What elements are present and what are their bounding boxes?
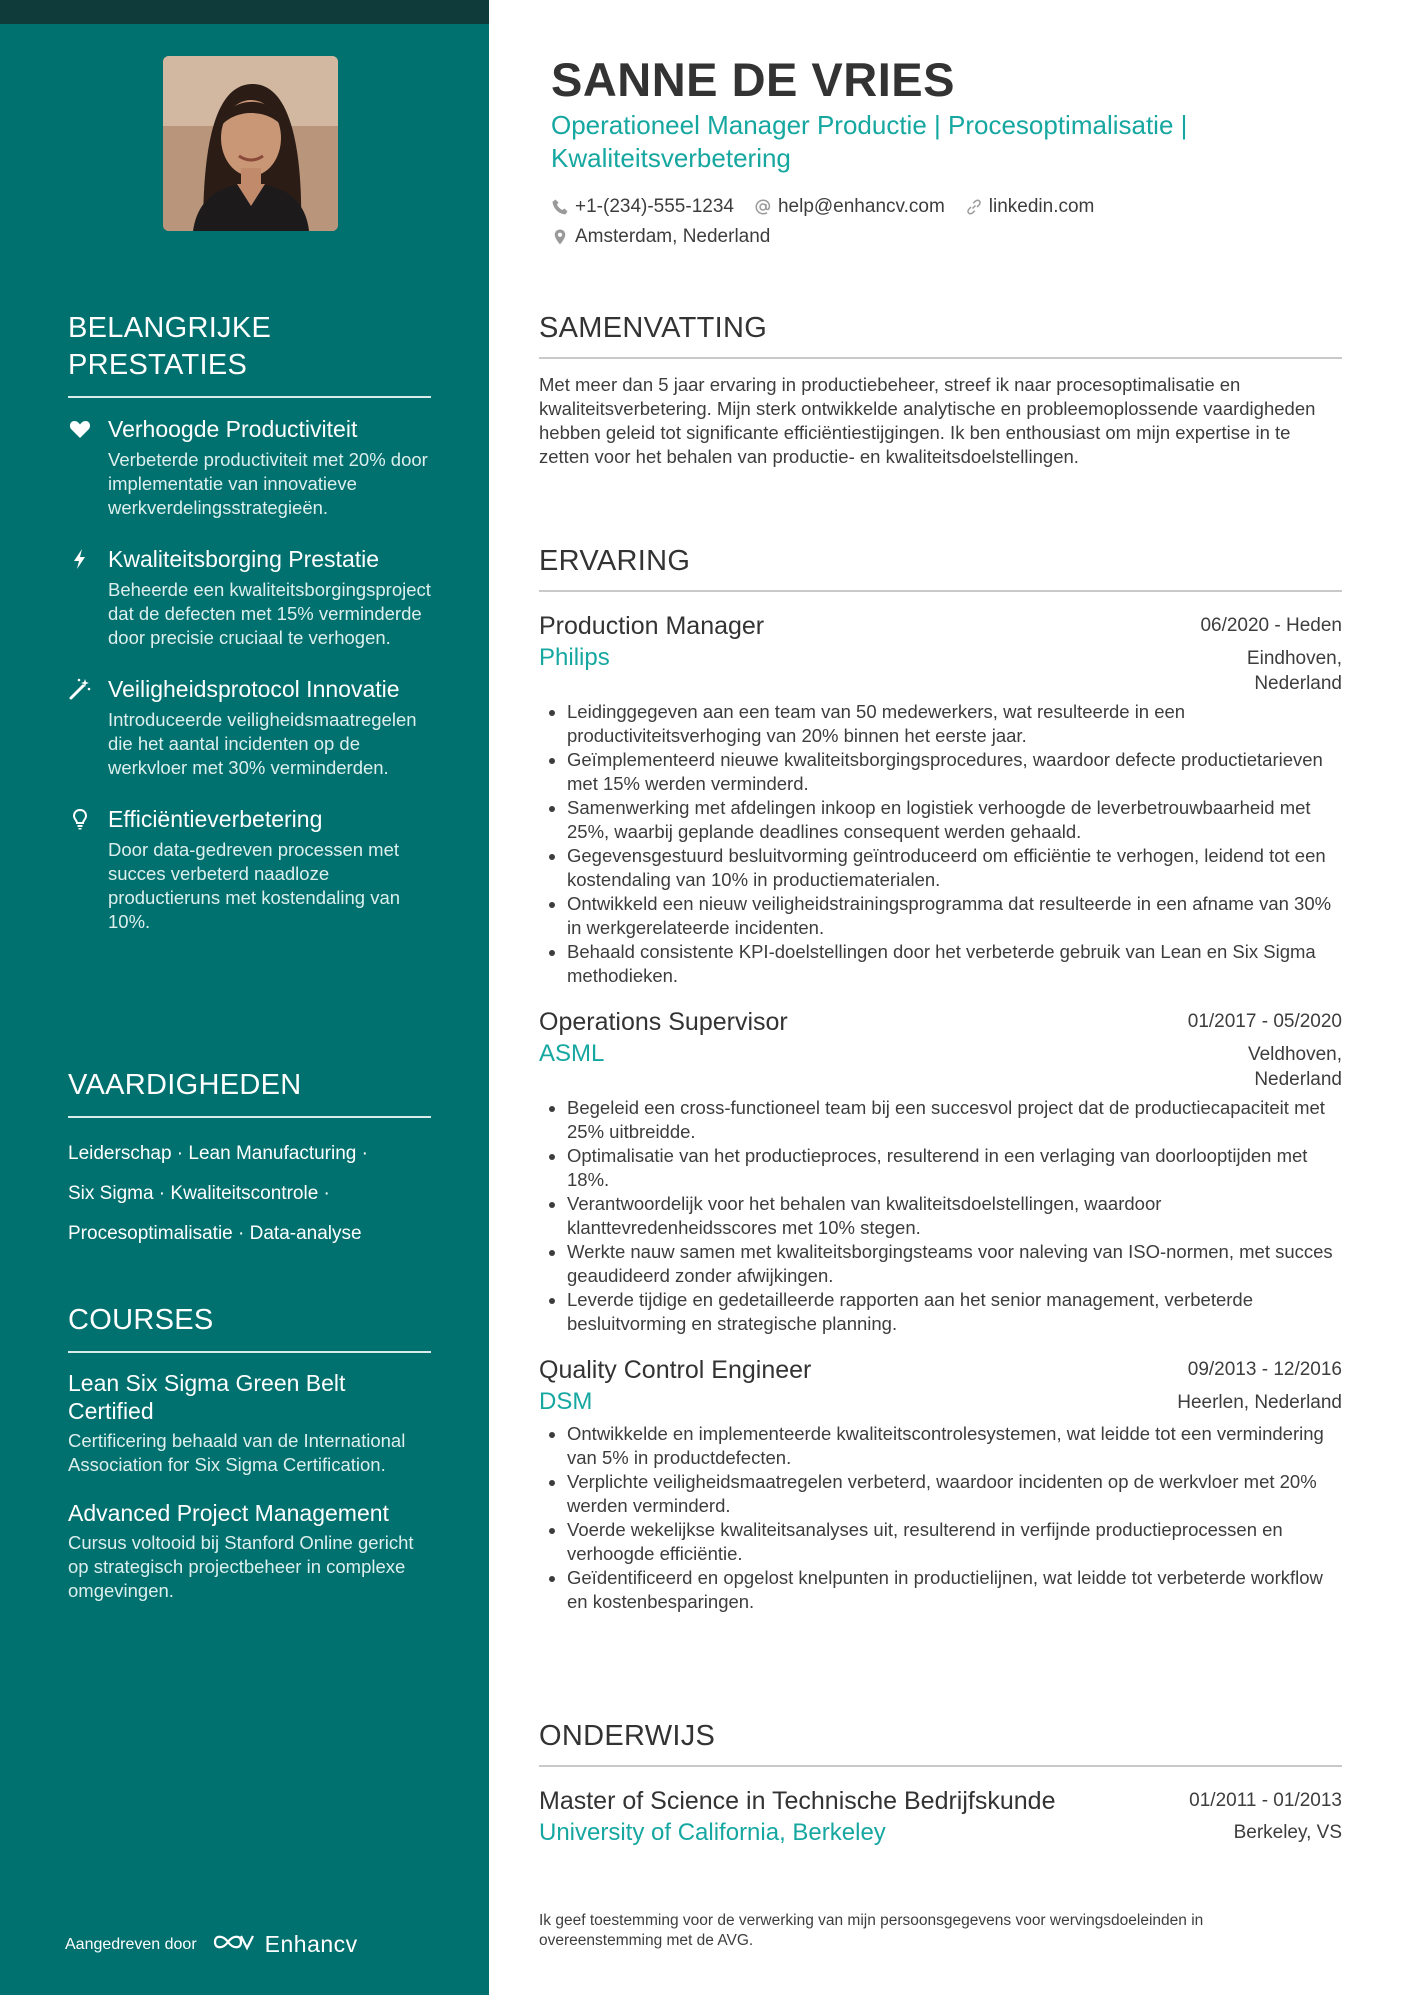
achievement-title: Kwaliteitsborging Prestatie [108, 546, 380, 572]
summary-heading: SAMENVATTING [539, 312, 1342, 359]
enhancv-logo-icon [211, 1930, 257, 1959]
skills-line: Leiderschap · Lean Manufacturing · [68, 1143, 368, 1164]
course-item [68, 1499, 431, 1603]
achievements-section [68, 310, 431, 958]
achievement-description: Door data-gedreven processen met succes verbeterd naadloze productieruns met kostendaling van 10%. [108, 839, 401, 932]
achievement-description: Verbeterde productiviteit met 20% door implementatie van innovatieve werkverdelingsstrategieën. [108, 449, 428, 518]
list-item: • Werkte nauw samen met kwaliteitsborgingsteams voor naleving van ISO-normen, met succes geaudideerd zonder afwijkingen. [567, 1240, 1342, 1288]
phone-number: +1-(234)-555-1234 [575, 196, 734, 217]
course-description: Certificering behaald van de International Association for Six Sigma Certification. [68, 1430, 406, 1475]
email-contact[interactable] [754, 196, 945, 218]
list-item: • Gegevensgestuurd besluitvorming geïntroduceerd om efficiëntie te verhogen, leidend tot een kostendaling van 10% in productiematerialen. [567, 844, 1342, 892]
course-item [68, 1369, 431, 1477]
job-title: Operations Supervisor [539, 1008, 788, 1036]
job-date: 01/2017 - 05/2020 [1187, 1011, 1342, 1032]
achievement-item [68, 414, 431, 520]
sidebar [0, 0, 489, 1995]
list-item: • Leverde tijdige en gedetailleerde rapporten aan het senior management, verbeterde besluitvorming en strategische planning. [567, 1288, 1342, 1336]
achievement-title: Efficiëntieverbetering [108, 806, 323, 832]
location-pin-icon [551, 228, 569, 246]
list-item: • Geïdentificeerd en opgelost knelpunten in productielijnen, wat leidde tot verbeterde workflow en kostenbesparingen. [567, 1566, 1342, 1614]
education-section [539, 1720, 1342, 1849]
lightning-icon [68, 547, 92, 571]
list-item: • Behaald consistente KPI-doelstellingen door het verbeterde gebruik van Lean en Six Sigma methodieken. [567, 940, 1342, 988]
list-item: • Verantwoordelijk voor het behalen van kwaliteitsdoelstellingen, waardoor klanttevredenheidsscores met 10% stegen. [567, 1192, 1342, 1240]
sidebar-top-bar [0, 0, 489, 24]
summary-section [539, 312, 1342, 469]
list-item: • Ontwikkelde en implementeerde kwaliteitscontrolesystemen, wat leidde tot een vermindering van 5% in productdefecten. [567, 1422, 1342, 1470]
degree-title: Master of Science in Technische Bedrijfskunde [539, 1787, 1056, 1815]
education-date: 01/2011 - 01/2013 [1189, 1790, 1342, 1811]
skills-section [68, 1067, 431, 1254]
at-sign-icon [754, 198, 772, 216]
skills-line: Procesoptimalisatie · Data-analyse [68, 1223, 362, 1244]
powered-by [65, 1930, 358, 1959]
achievement-item [68, 544, 431, 650]
list-item: • Voerde wekelijkse kwaliteitsanalyses uit, resulterend in verfijnde productieprocessen en verhoogde efficiëntie. [567, 1518, 1342, 1566]
job-date: 09/2013 - 12/2016 [1187, 1359, 1342, 1380]
achievement-title: Verhoogde Productiviteit [108, 416, 358, 442]
achievement-item [68, 674, 431, 780]
list-item: • Samenwerking met afdelingen inkoop en logistiek verhoogde de leverbetrouwbaarheid met 25%, waarbij geplande deadlines consequent werden gehaald. [567, 796, 1342, 844]
job-company: Philips [539, 644, 610, 671]
gdpr-consent: Ik geef toestemming voor de verwerking van mijn persoonsgegevens voor wervingsdoeleinden in overeenstemming met de AVG. [539, 1912, 1204, 1949]
job-bullets [539, 1096, 1342, 1336]
list-item: • Ontwikkeld een nieuw veiligheidstrainingsprogramma dat resulteerde in een afname van 30% in werkgerelateerde incidenten. [567, 892, 1342, 940]
link-icon [965, 198, 983, 216]
skills-line: Six Sigma · Kwaliteitscontrole · [68, 1183, 330, 1204]
achievement-description: Beheerde een kwaliteitsborgingsproject dat de defecten met 15% verminderde door precisie cruciaal te verhogen. [108, 579, 431, 648]
job-bullets [539, 1422, 1342, 1614]
email-address[interactable]: help@enhancv.com [777, 196, 945, 217]
job-company: ASML [539, 1040, 605, 1067]
summary-text: Met meer dan 5 jaar ervaring in productiebeheer, streef ik naar procesoptimalisatie en kwaliteitsverbetering. Mijn sterk ontwikkelde analytische en probleemoplossende vaardigheden hebben geleid tot significante efficiëntiestijgingen. Ik ben enthousiast om mijn expertise in te zetten voor het behalen van productie- en kwaliteitsdoelstellingen. [539, 374, 1316, 467]
lightbulb-icon [68, 807, 92, 831]
course-description: Cursus voltooid bij Stanford Online gericht op strategisch projectbeheer in complexe omgevingen. [68, 1532, 414, 1601]
achievement-item [68, 804, 431, 934]
job-title: Quality Control Engineer [539, 1356, 812, 1384]
magic-wand-icon [68, 677, 92, 701]
phone-contact [551, 196, 734, 218]
job-location: Veldhoven, Nederland [1247, 1044, 1342, 1090]
linkedin-contact[interactable] [965, 196, 1095, 218]
job-title: Production Manager [539, 612, 765, 640]
job-location: Eindhoven, Nederland [1246, 648, 1342, 694]
job-bullets [539, 700, 1342, 988]
list-item: • Optimalisatie van het productieproces, resulterend in een verlaging van doorlooptijden met 18%. [567, 1144, 1342, 1192]
list-item: • Begeleid een cross-functioneel team bij een succesvol project dat de productiecapaciteit met 25% uitbreidde. [567, 1096, 1342, 1144]
course-title: Advanced Project Management [68, 1500, 389, 1526]
courses-heading: COURSES [68, 1302, 431, 1353]
list-item: • Leidinggegeven aan een team van 50 medewerkers, wat resulteerde in een productiviteitsverhoging van 20% binnen het eerste jaar. [567, 700, 1342, 748]
heart-icon [68, 417, 92, 441]
candidate-name: SANNE DE VRIES [551, 53, 955, 106]
experience-section [539, 545, 1342, 1614]
job-entry [539, 1354, 1342, 1614]
list-item: • Geïmplementeerd nieuwe kwaliteitsborgingsprocedures, waardoor defecte productietarieven met 15% werden verminderd. [567, 748, 1342, 796]
job-entry [539, 1006, 1342, 1336]
achievement-description: Introduceerde veiligheidsmaatregelen die het aantal incidenten op de werkvloer met 30% verminderden. [108, 709, 417, 778]
phone-icon [551, 198, 569, 216]
job-company: DSM [539, 1388, 593, 1415]
education-heading: ONDERWIJS [539, 1720, 1342, 1767]
education-entry [539, 1785, 1342, 1849]
location-text: Amsterdam, Nederland [575, 226, 771, 247]
achievement-title: Veiligheidsprotocol Innovatie [108, 676, 400, 702]
brand-name: Enhancv [264, 1931, 358, 1957]
powered-by-label: Aangedreven door [65, 1935, 197, 1953]
experience-heading: ERVARING [539, 545, 1342, 592]
school-name: University of California, Berkeley [539, 1819, 886, 1846]
list-item: • Verplichte veiligheidsmaatregelen verbeterd, waardoor incidenten op de werkvloer met 20% werden verminderd. [567, 1470, 1342, 1518]
skills-heading: VAARDIGHEDEN [68, 1067, 431, 1118]
courses-section [68, 1302, 431, 1625]
candidate-headline: Operationeel Manager Productie | Procesoptimalisatie | Kwaliteitsverbetering [551, 110, 1188, 173]
contact-info [551, 192, 1114, 252]
skills-list [68, 1134, 431, 1254]
linkedin-url[interactable]: linkedin.com [988, 196, 1095, 217]
education-location: Berkeley, VS [1233, 1822, 1342, 1843]
achievements-heading: BELANGRIJKE PRESTATIES [68, 310, 431, 398]
job-entry [539, 610, 1342, 988]
job-location: Heerlen, Nederland [1177, 1392, 1342, 1413]
location-contact [551, 226, 770, 248]
course-title: Lean Six Sigma Green Belt Certified [68, 1370, 346, 1424]
job-date: 06/2020 - Heden [1200, 615, 1342, 636]
profile-photo [163, 56, 338, 231]
